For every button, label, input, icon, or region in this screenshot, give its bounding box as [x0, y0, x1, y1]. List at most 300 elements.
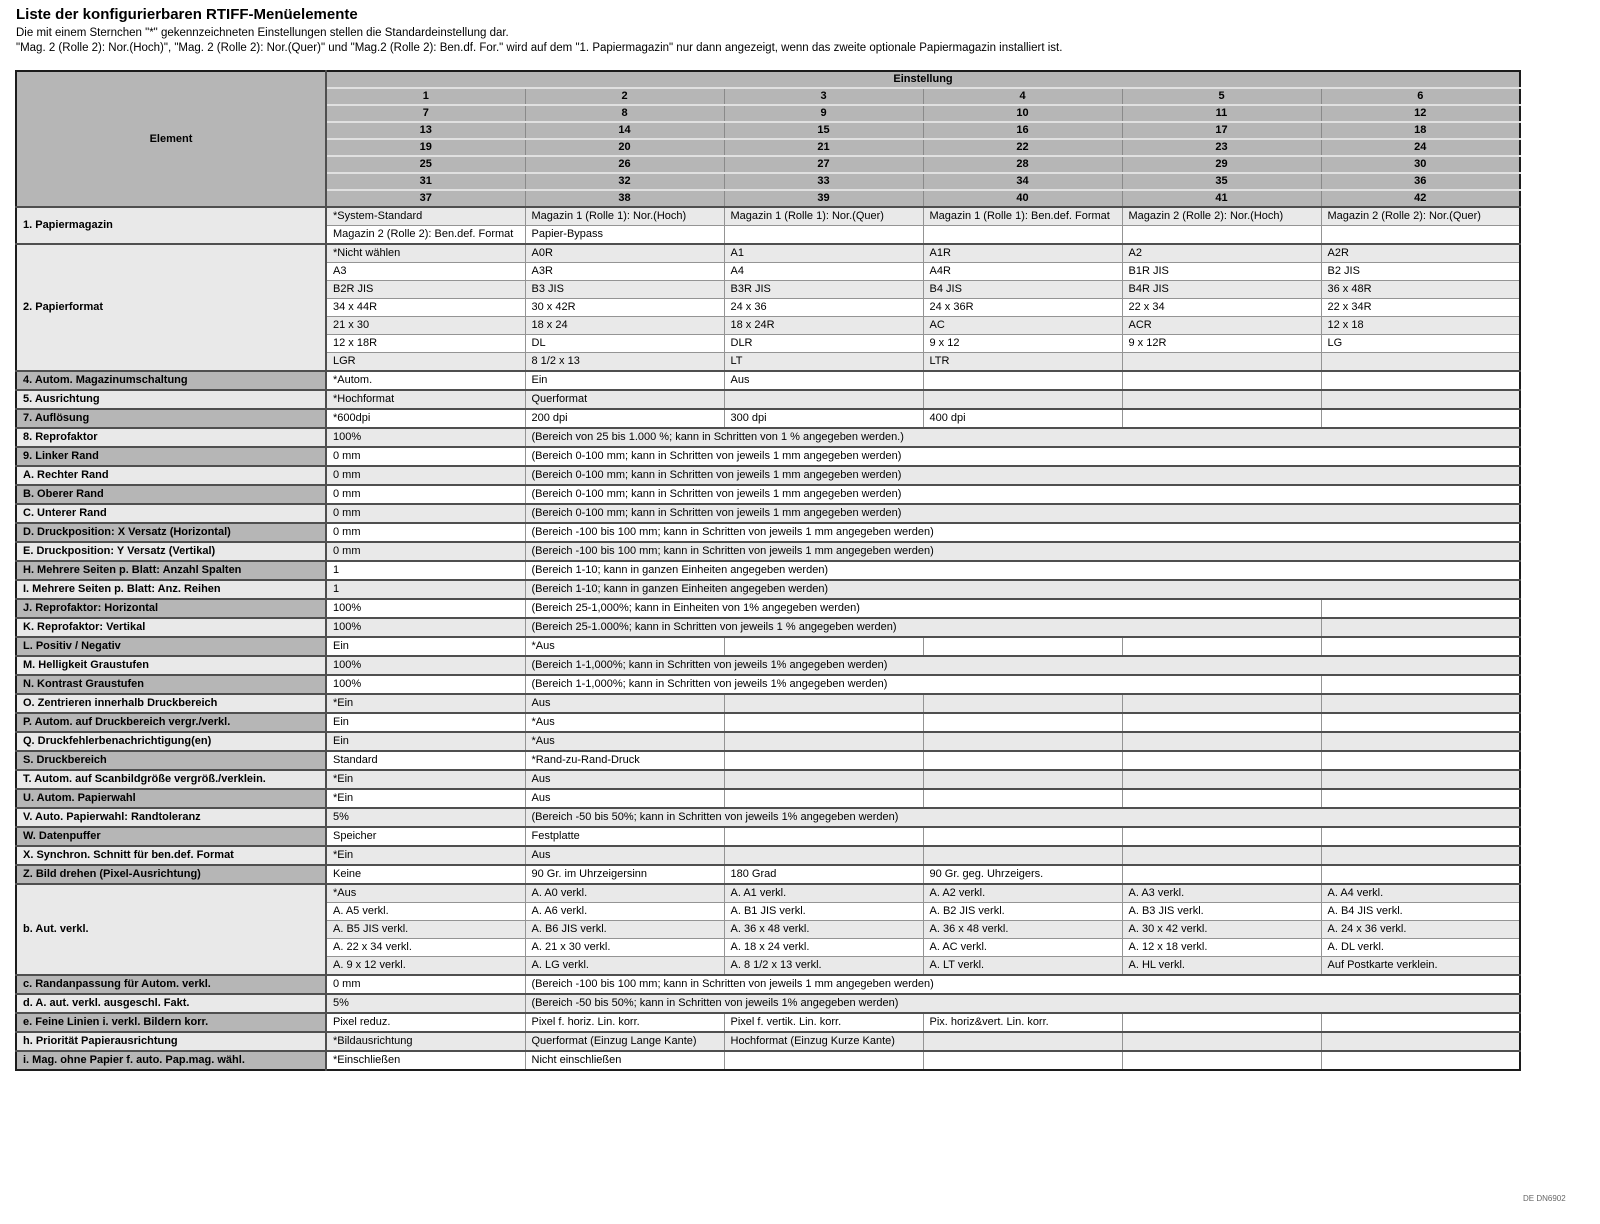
setting-cell: *Bildausrichtung	[326, 1032, 525, 1051]
setting-cell: 12 x 18	[1321, 317, 1520, 335]
setting-cell: *Aus	[525, 713, 724, 732]
element-label: L. Positiv / Negativ	[16, 637, 326, 656]
setting-cell: A. A0 verkl.	[525, 884, 724, 903]
setting-cell: A. 12 x 18 verkl.	[1122, 939, 1321, 957]
table-row	[16, 523, 1520, 542]
setting-cell	[724, 713, 923, 732]
setting-cell: A4	[724, 263, 923, 281]
setting-cell: 9 x 12R	[1122, 335, 1321, 353]
setting-cell: B1R JIS	[1122, 263, 1321, 281]
element-label: H. Mehrere Seiten p. Blatt: Anzahl Spalten	[16, 561, 326, 580]
setting-cell: 24 x 36	[724, 299, 923, 317]
setting-cell: 1	[326, 561, 525, 580]
setting-cell: (Bereich 0-100 mm; kann in Schritten von jeweils 1 mm angegeben werden)	[525, 504, 1520, 523]
setting-cell: Standard	[326, 751, 525, 770]
setting-cell	[1321, 694, 1520, 713]
setting-number-cell: 31	[326, 173, 525, 190]
setting-cell	[923, 226, 1122, 245]
setting-cell: (Bereich 0-100 mm; kann in Schritten von jeweils 1 mm angegeben werden)	[525, 466, 1520, 485]
element-label: Q. Druckfehlerbenachrichtigung(en)	[16, 732, 326, 751]
setting-cell: A. A1 verkl.	[724, 884, 923, 903]
setting-number-cell: 30	[1321, 156, 1520, 173]
setting-number-cell: 10	[923, 105, 1122, 122]
setting-cell: *Ein	[326, 846, 525, 865]
setting-cell: A1R	[923, 244, 1122, 263]
setting-cell: *Hochformat	[326, 390, 525, 409]
setting-number-cell: 29	[1122, 156, 1321, 173]
setting-cell	[1321, 409, 1520, 428]
element-label: D. Druckposition: X Versatz (Horizontal)	[16, 523, 326, 542]
table-row	[16, 207, 1520, 226]
setting-cell	[923, 371, 1122, 390]
setting-cell	[724, 1051, 923, 1070]
setting-cell: *Ein	[326, 789, 525, 808]
rtiff-menu-table	[15, 70, 1521, 1071]
table-row	[16, 580, 1520, 599]
setting-cell	[1321, 865, 1520, 884]
setting-cell	[724, 226, 923, 245]
setting-cell: (Bereich von 25 bis 1.000 %; kann in Schritten von 1 % angegeben werden.)	[525, 428, 1520, 447]
setting-cell: A. DL verkl.	[1321, 939, 1520, 957]
setting-number-cell: 36	[1321, 173, 1520, 190]
element-label: b. Aut. verkl.	[16, 884, 326, 975]
table-row	[16, 656, 1520, 675]
setting-cell: (Bereich 0-100 mm; kann in Schritten von jeweils 1 mm angegeben werden)	[525, 485, 1520, 504]
setting-cell: *Aus	[326, 884, 525, 903]
setting-number-cell: 6	[1321, 88, 1520, 105]
setting-cell: A. 8 1/2 x 13 verkl.	[724, 957, 923, 976]
setting-cell: (Bereich -100 bis 100 mm; kann in Schritten von jeweils 1 mm angegeben werden)	[525, 523, 1520, 542]
setting-cell	[1321, 353, 1520, 372]
element-label: 1. Papiermagazin	[16, 207, 326, 244]
setting-cell: LT	[724, 353, 923, 372]
element-label: S. Druckbereich	[16, 751, 326, 770]
setting-number-cell: 17	[1122, 122, 1321, 139]
setting-cell: Ein	[525, 371, 724, 390]
setting-cell: DL	[525, 335, 724, 353]
setting-number-cell: 32	[525, 173, 724, 190]
setting-cell: B3R JIS	[724, 281, 923, 299]
setting-number-cell: 3	[724, 88, 923, 105]
setting-cell: (Bereich 25-1.000%; kann in Schritten von jeweils 1 % angegeben werden)	[525, 618, 1321, 637]
table-row	[16, 994, 1520, 1013]
setting-cell	[1321, 789, 1520, 808]
setting-cell	[1122, 732, 1321, 751]
setting-cell	[923, 694, 1122, 713]
setting-cell: *Nicht wählen	[326, 244, 525, 263]
setting-number-cell: 26	[525, 156, 724, 173]
element-label: K. Reprofaktor: Vertikal	[16, 618, 326, 637]
table-row	[16, 770, 1520, 789]
setting-number-cell: 27	[724, 156, 923, 173]
setting-number-cell: 28	[923, 156, 1122, 173]
setting-cell	[1122, 409, 1321, 428]
setting-cell: Ein	[326, 637, 525, 656]
table-row	[16, 751, 1520, 770]
setting-cell	[1321, 371, 1520, 390]
setting-cell	[1122, 789, 1321, 808]
table-row	[16, 808, 1520, 827]
setting-cell: 18 x 24R	[724, 317, 923, 335]
setting-cell: Pixel reduz.	[326, 1013, 525, 1032]
setting-cell	[724, 751, 923, 770]
setting-number-cell: 19	[326, 139, 525, 156]
setting-cell: A. 21 x 30 verkl.	[525, 939, 724, 957]
setting-cell: *Ein	[326, 770, 525, 789]
setting-cell	[1321, 827, 1520, 846]
setting-cell: 90 Gr. im Uhrzeigersinn	[525, 865, 724, 884]
setting-cell	[1321, 1032, 1520, 1051]
setting-cell: B4 JIS	[923, 281, 1122, 299]
element-label: W. Datenpuffer	[16, 827, 326, 846]
setting-cell: Keine	[326, 865, 525, 884]
setting-cell	[1122, 1013, 1321, 1032]
table-row	[16, 865, 1520, 884]
setting-cell: A. LG verkl.	[525, 957, 724, 976]
setting-number-cell: 1	[326, 88, 525, 105]
setting-cell: Aus	[525, 770, 724, 789]
setting-cell	[1321, 751, 1520, 770]
element-label: O. Zentrieren innerhalb Druckbereich	[16, 694, 326, 713]
setting-cell: (Bereich -100 bis 100 mm; kann in Schritten von jeweils 1 mm angegeben werden)	[525, 542, 1520, 561]
setting-number-cell: 35	[1122, 173, 1321, 190]
setting-cell: 0 mm	[326, 447, 525, 466]
setting-cell: 100%	[326, 599, 525, 618]
setting-cell	[923, 637, 1122, 656]
setting-number-cell: 16	[923, 122, 1122, 139]
setting-cell: Auf Postkarte verklein.	[1321, 957, 1520, 976]
setting-cell	[1122, 1032, 1321, 1051]
setting-cell: LTR	[923, 353, 1122, 372]
setting-cell: (Bereich 1-10; kann in ganzen Einheiten angegeben werden)	[525, 580, 1520, 599]
setting-cell	[724, 732, 923, 751]
element-label: J. Reprofaktor: Horizontal	[16, 599, 326, 618]
element-label: c. Randanpassung für Autom. verkl.	[16, 975, 326, 994]
setting-cell: Nicht einschließen	[525, 1051, 724, 1070]
setting-cell: A. B3 JIS verkl.	[1122, 903, 1321, 921]
setting-cell	[1321, 770, 1520, 789]
setting-cell	[923, 751, 1122, 770]
setting-cell: A. B1 JIS verkl.	[724, 903, 923, 921]
setting-cell	[724, 637, 923, 656]
element-label: N. Kontrast Graustufen	[16, 675, 326, 694]
setting-cell	[923, 713, 1122, 732]
setting-number-cell: 13	[326, 122, 525, 139]
setting-cell: (Bereich 25-1,000%; kann in Einheiten von 1% angegeben werden)	[525, 599, 1321, 618]
setting-cell	[1122, 865, 1321, 884]
table-row	[16, 637, 1520, 656]
setting-cell: 8 1/2 x 13	[525, 353, 724, 372]
setting-cell	[1122, 353, 1321, 372]
table-row	[16, 371, 1520, 390]
setting-number-cell: 38	[525, 190, 724, 207]
table-row	[16, 428, 1520, 447]
setting-cell: Festplatte	[525, 827, 724, 846]
table-row	[16, 542, 1520, 561]
setting-cell: A. B5 JIS verkl.	[326, 921, 525, 939]
setting-cell	[724, 846, 923, 865]
setting-number-cell: 5	[1122, 88, 1321, 105]
setting-cell	[724, 694, 923, 713]
setting-cell: Magazin 2 (Rolle 2): Nor.(Quer)	[1321, 207, 1520, 226]
setting-cell	[1122, 1051, 1321, 1070]
setting-cell	[1321, 713, 1520, 732]
setting-cell	[1122, 713, 1321, 732]
setting-cell: Ein	[326, 732, 525, 751]
setting-number-cell: 21	[724, 139, 923, 156]
document-code: DE DN6902	[1523, 1194, 1566, 1203]
setting-number-cell: 40	[923, 190, 1122, 207]
setting-number-cell: 39	[724, 190, 923, 207]
setting-cell: A. 36 x 48 verkl.	[923, 921, 1122, 939]
setting-number-cell: 4	[923, 88, 1122, 105]
setting-cell: A. A3 verkl.	[1122, 884, 1321, 903]
setting-cell: 1	[326, 580, 525, 599]
setting-cell: *Aus	[525, 637, 724, 656]
setting-cell: A4R	[923, 263, 1122, 281]
element-label: d. A. aut. verkl. ausgeschl. Fakt.	[16, 994, 326, 1013]
table-row	[16, 1013, 1520, 1032]
setting-cell: Querformat	[525, 390, 724, 409]
setting-number-cell: 18	[1321, 122, 1520, 139]
setting-cell	[923, 770, 1122, 789]
setting-cell	[1321, 599, 1520, 618]
setting-cell: 100%	[326, 428, 525, 447]
setting-cell: 0 mm	[326, 466, 525, 485]
table-row	[16, 618, 1520, 637]
setting-cell: Magazin 1 (Rolle 1): Nor.(Hoch)	[525, 207, 724, 226]
table-row	[16, 1051, 1520, 1070]
setting-cell: A. A2 verkl.	[923, 884, 1122, 903]
setting-cell: 0 mm	[326, 523, 525, 542]
table-row	[16, 675, 1520, 694]
element-label: e. Feine Linien i. verkl. Bildern korr.	[16, 1013, 326, 1032]
setting-cell: Hochformat (Einzug Kurze Kante)	[724, 1032, 923, 1051]
setting-number-cell: 15	[724, 122, 923, 139]
setting-cell: *System-Standard	[326, 207, 525, 226]
table-row	[16, 846, 1520, 865]
element-label: B. Oberer Rand	[16, 485, 326, 504]
setting-cell: Aus	[724, 371, 923, 390]
setting-cell	[1122, 770, 1321, 789]
element-label: M. Helligkeit Graustufen	[16, 656, 326, 675]
setting-cell	[1321, 1013, 1520, 1032]
setting-cell: Magazin 2 (Rolle 2): Ben.def. Format	[326, 226, 525, 245]
setting-cell	[923, 789, 1122, 808]
element-label: 7. Auflösung	[16, 409, 326, 428]
setting-cell	[1122, 390, 1321, 409]
setting-cell: ACR	[1122, 317, 1321, 335]
setting-cell	[724, 789, 923, 808]
setting-cell: 9 x 12	[923, 335, 1122, 353]
setting-cell: A1	[724, 244, 923, 263]
setting-cell: 22 x 34	[1122, 299, 1321, 317]
setting-number-cell: 33	[724, 173, 923, 190]
setting-cell: (Bereich 1-1,000%; kann in Schritten von jeweils 1% angegeben werden)	[525, 675, 1321, 694]
setting-cell	[923, 827, 1122, 846]
table-row	[16, 466, 1520, 485]
setting-cell	[1321, 226, 1520, 245]
setting-cell: Pix. horiz&vert. Lin. korr.	[923, 1013, 1122, 1032]
setting-number-cell: 9	[724, 105, 923, 122]
element-label: 8. Reprofaktor	[16, 428, 326, 447]
element-label: U. Autom. Papierwahl	[16, 789, 326, 808]
setting-cell	[1122, 371, 1321, 390]
setting-cell: 18 x 24	[525, 317, 724, 335]
setting-cell: Ein	[326, 713, 525, 732]
setting-cell: A3	[326, 263, 525, 281]
setting-cell: Speicher	[326, 827, 525, 846]
setting-cell: Aus	[525, 789, 724, 808]
element-label: A. Rechter Rand	[16, 466, 326, 485]
setting-cell	[724, 390, 923, 409]
setting-cell: AC	[923, 317, 1122, 335]
note-default-setting: Die mit einem Sternchen "*" gekennzeichneten Einstellungen stellen die Standardeinstellung dar.	[16, 27, 509, 39]
setting-cell	[1122, 637, 1321, 656]
setting-cell: LG	[1321, 335, 1520, 353]
einstellung-column-header: Einstellung	[326, 71, 1520, 88]
setting-cell: 21 x 30	[326, 317, 525, 335]
table-row	[16, 504, 1520, 523]
setting-cell: (Bereich -100 bis 100 mm; kann in Schritten von jeweils 1 mm angegeben werden)	[525, 975, 1520, 994]
setting-number-cell: 20	[525, 139, 724, 156]
table-row	[16, 1032, 1520, 1051]
element-label: 4. Autom. Magazinumschaltung	[16, 371, 326, 390]
setting-cell: 5%	[326, 994, 525, 1013]
setting-cell: 200 dpi	[525, 409, 724, 428]
setting-cell: Pixel f. vertik. Lin. korr.	[724, 1013, 923, 1032]
table-row	[16, 732, 1520, 751]
table-row	[16, 884, 1520, 903]
setting-cell: B3 JIS	[525, 281, 724, 299]
setting-cell	[1321, 846, 1520, 865]
setting-cell: A. B6 JIS verkl.	[525, 921, 724, 939]
setting-number-cell: 7	[326, 105, 525, 122]
setting-number-cell: 25	[326, 156, 525, 173]
table-row	[16, 694, 1520, 713]
setting-cell	[1321, 675, 1520, 694]
note-mag2-option: "Mag. 2 (Rolle 2): Nor.(Hoch)", "Mag. 2 (Rolle 2): Nor.(Quer)" und "Mag.2 (Rolle 2): Ben.df. For." wird auf dem "1. Papiermagazin" nur dann angezeigt, wenn das zweite optionale Papiermagazin installiert ist.	[16, 42, 1063, 54]
setting-cell: A. 24 x 36 verkl.	[1321, 921, 1520, 939]
setting-cell	[1321, 1051, 1520, 1070]
setting-cell	[1122, 846, 1321, 865]
element-label: C. Unterer Rand	[16, 504, 326, 523]
setting-cell: 0 mm	[326, 975, 525, 994]
element-label: h. Priorität Papierausrichtung	[16, 1032, 326, 1051]
table-row	[16, 390, 1520, 409]
setting-cell: LGR	[326, 353, 525, 372]
setting-cell: (Bereich 1-10; kann in ganzen Einheiten angegeben werden)	[525, 561, 1520, 580]
table-row	[16, 713, 1520, 732]
setting-cell: Papier-Bypass	[525, 226, 724, 245]
setting-cell: A. 9 x 12 verkl.	[326, 957, 525, 976]
setting-cell: A3R	[525, 263, 724, 281]
setting-cell	[923, 390, 1122, 409]
setting-cell: Querformat (Einzug Lange Kante)	[525, 1032, 724, 1051]
setting-cell: A. HL verkl.	[1122, 957, 1321, 976]
setting-cell	[923, 846, 1122, 865]
table-row	[16, 409, 1520, 428]
setting-cell: DLR	[724, 335, 923, 353]
setting-number-cell: 34	[923, 173, 1122, 190]
setting-cell: (Bereich 0-100 mm; kann in Schritten von jeweils 1 mm angegeben werden)	[525, 447, 1520, 466]
setting-cell: A. B4 JIS verkl.	[1321, 903, 1520, 921]
setting-cell: A. B2 JIS verkl.	[923, 903, 1122, 921]
element-label: i. Mag. ohne Papier f. auto. Pap.mag. wähl.	[16, 1051, 326, 1070]
setting-cell: *600dpi	[326, 409, 525, 428]
setting-cell: 5%	[326, 808, 525, 827]
setting-cell: Aus	[525, 846, 724, 865]
setting-cell	[724, 827, 923, 846]
setting-cell	[1122, 694, 1321, 713]
setting-cell	[923, 1051, 1122, 1070]
setting-cell: A2R	[1321, 244, 1520, 263]
setting-cell: A0R	[525, 244, 724, 263]
setting-number-cell: 2	[525, 88, 724, 105]
element-label: T. Autom. auf Scanbildgröße vergröß./verklein.	[16, 770, 326, 789]
setting-number-cell: 11	[1122, 105, 1321, 122]
setting-cell: 12 x 18R	[326, 335, 525, 353]
setting-cell: *Ein	[326, 694, 525, 713]
setting-cell: 34 x 44R	[326, 299, 525, 317]
setting-cell: *Rand-zu-Rand-Druck	[525, 751, 724, 770]
setting-cell: B2R JIS	[326, 281, 525, 299]
element-label: 2. Papierformat	[16, 244, 326, 371]
setting-cell: 22 x 34R	[1321, 299, 1520, 317]
setting-cell: B2 JIS	[1321, 263, 1520, 281]
element-column-header: Element	[16, 71, 326, 207]
setting-cell: Aus	[525, 694, 724, 713]
setting-cell: B4R JIS	[1122, 281, 1321, 299]
setting-number-cell: 22	[923, 139, 1122, 156]
setting-cell: 100%	[326, 618, 525, 637]
setting-cell: (Bereich -50 bis 50%; kann in Schritten von jeweils 1% angegeben werden)	[525, 994, 1520, 1013]
setting-cell: Magazin 1 (Rolle 1): Ben.def. Format	[923, 207, 1122, 226]
setting-cell: A. 18 x 24 verkl.	[724, 939, 923, 957]
setting-cell: A. 22 x 34 verkl.	[326, 939, 525, 957]
element-label: E. Druckposition: Y Versatz (Vertikal)	[16, 542, 326, 561]
setting-cell: 90 Gr. geg. Uhrzeigers.	[923, 865, 1122, 884]
table-row	[16, 485, 1520, 504]
setting-number-cell: 41	[1122, 190, 1321, 207]
setting-number-cell: 12	[1321, 105, 1520, 122]
setting-cell: 0 mm	[326, 485, 525, 504]
setting-cell: A. LT verkl.	[923, 957, 1122, 976]
setting-cell: A. A6 verkl.	[525, 903, 724, 921]
element-label: Z. Bild drehen (Pixel-Ausrichtung)	[16, 865, 326, 884]
setting-cell: 24 x 36R	[923, 299, 1122, 317]
element-label: 5. Ausrichtung	[16, 390, 326, 409]
setting-cell: 300 dpi	[724, 409, 923, 428]
setting-cell	[923, 1032, 1122, 1051]
setting-cell	[1122, 827, 1321, 846]
element-label: 9. Linker Rand	[16, 447, 326, 466]
setting-number-cell: 42	[1321, 190, 1520, 207]
setting-cell: *Aus	[525, 732, 724, 751]
setting-cell	[923, 732, 1122, 751]
setting-number-cell: 23	[1122, 139, 1321, 156]
setting-cell: A. A4 verkl.	[1321, 884, 1520, 903]
setting-number-cell: 37	[326, 190, 525, 207]
setting-cell: *Autom.	[326, 371, 525, 390]
setting-number-cell: 8	[525, 105, 724, 122]
table-row	[16, 789, 1520, 808]
setting-cell: 400 dpi	[923, 409, 1122, 428]
setting-cell	[724, 770, 923, 789]
element-label: V. Auto. Papierwahl: Randtoleranz	[16, 808, 326, 827]
table-row	[16, 561, 1520, 580]
setting-cell: (Bereich 1-1,000%; kann in Schritten von jeweils 1% angegeben werden)	[525, 656, 1520, 675]
